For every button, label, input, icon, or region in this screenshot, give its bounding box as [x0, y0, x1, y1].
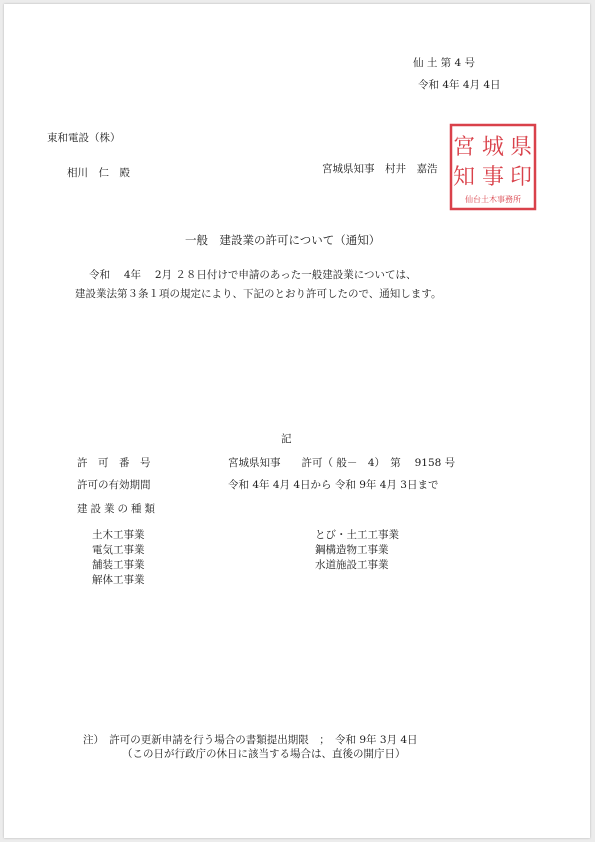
seal-character: 県	[509, 135, 533, 160]
business-type-item: とび・土工工事業	[315, 529, 399, 541]
business-type-item: 舗装工事業	[92, 559, 145, 571]
note-line-1: 注） 許可の更新申請を行う場合の書類提出期限 ； 令和 9年 3月 4日	[83, 734, 418, 746]
permit-number-label: 許 可 番 号	[77, 457, 151, 469]
document-page	[4, 4, 590, 838]
seal-character: 事	[481, 165, 505, 190]
permit-number-value: 宮城県知事 許可（ 般－ 4） 第 9158 号	[228, 457, 456, 469]
ki-heading: 記	[281, 433, 292, 445]
seal-character: 城	[481, 135, 505, 160]
business-type-item: 鋼構造物工事業	[315, 544, 389, 556]
validity-label: 許可の有効期間	[77, 479, 151, 491]
business-type-item: 解体工事業	[92, 574, 145, 586]
body-line-2: 建設業法第３条１項の規定により、下記のとおり許可したので、通知します。	[75, 288, 442, 300]
document-title: 一般 建設業の許可について（通知）	[185, 233, 381, 247]
business-types-left	[92, 528, 145, 588]
business-types-right	[315, 528, 399, 573]
business-type-item: 電気工事業	[92, 544, 145, 556]
business-type-item: 水道施設工事業	[315, 559, 389, 571]
document-date: 令和 4年 4月 4日	[418, 79, 501, 91]
issuer-name: 宮城県知事 村井 嘉浩	[322, 163, 438, 175]
seal-character: 宮	[452, 135, 476, 160]
document-number: 仙 土 第 4 号	[413, 57, 476, 69]
body-line-1: 令和 4年 2月 ２８日付けで申請のあった一般建設業については、	[89, 269, 417, 281]
business-types-label: 建設業の種類	[77, 503, 158, 515]
note-line-2: （この日が行政庁の休日に該当する場合は、直後の開庁日）	[122, 748, 406, 760]
business-type-item: 土木工事業	[92, 529, 145, 541]
seal-character: 知	[452, 165, 476, 190]
official-seal	[448, 122, 538, 212]
recipient-name: 相川 仁 殿	[67, 167, 130, 179]
seal-office-text: 仙台土木事務所	[465, 195, 521, 204]
validity-value: 令和 4年 4月 4日から 令和 9年 4月 3日まで	[228, 479, 439, 491]
seal-character: 印	[509, 165, 533, 190]
recipient-company: 東和電設（株）	[47, 132, 121, 144]
